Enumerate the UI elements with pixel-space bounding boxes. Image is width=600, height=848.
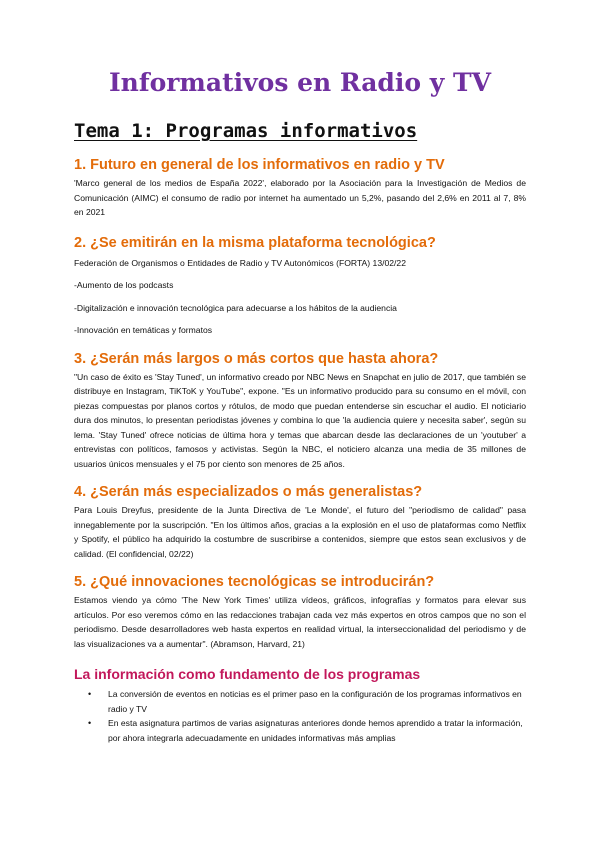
bullet-text: La conversión de eventos en noticias es el primer paso en la configuración de los programas informativos en radio y TV — [108, 689, 522, 714]
list-line: -Digitalización e innovación tecnológica para adecuarse a los hábitos de la audiencia — [74, 302, 397, 313]
bullet-text: En esta asignatura partimos de varias asignaturas anteriores donde hemos aprendido a tratar la información, por ahora integrarla adecuadamente en unidades informativas más amplias — [108, 718, 523, 743]
subsection-heading: La información como fundamento de los programas — [74, 666, 421, 682]
bullet-item — [74, 716, 526, 745]
section-3 — [74, 350, 526, 472]
tema-heading: Tema 1: Programas informativos — [74, 120, 418, 142]
section-1 — [74, 156, 526, 220]
list-line: -Aumento de los podcasts — [74, 280, 174, 290]
section-2 — [74, 234, 526, 338]
section-paragraph: Para Louis Dreyfus, presidente de la Junta Directiva de 'Le Monde', el futuro del "periodismo de calidad" pasa innegablemente por la suscripción. "En los últimos años, gracias a la explosión en el uso de plataformas como Netflix y Spotify, el público ha adquirido la costumbre de suscribirse a contenidos, siempre que estos sean exclusivos y de calidad. (El confidencial, 02/22) — [74, 505, 526, 559]
section-heading: 5. ¿Qué innovaciones tecnológicas se introducirán? — [74, 574, 435, 590]
section-heading: 1. Futuro en general de los informativos en radio y TV — [74, 157, 445, 173]
section-heading: 2. ¿Se emitirán en la misma plataforma tecnológica? — [74, 234, 436, 251]
section-heading: 3. ¿Serán más largos o más cortos que hasta ahora? — [74, 350, 439, 367]
bullet-icon: • — [88, 689, 92, 699]
section-heading: 4. ¿Serán más especializados o más generalistas? — [74, 484, 423, 500]
subsection — [74, 665, 526, 745]
section-5 — [74, 573, 526, 651]
section-paragraph: Federación de Organismos o Entidades de Radio y TV Autonómicos (FORTA) 13/02/22 — [74, 257, 406, 268]
section-paragraph: "Un caso de éxito es 'Stay Tuned', un informativo creado por NBC News en Snapchat en julio de 2017, que también se distribuye en Instagram, TiKToK y YouTube", expone. "Es un informativo producido para su consumo en el móvil, con piezas compuestas por planos cortos y rótulos, de modo que puedan entenderse sin escuchar el audio. El noticiario dura dos minutos, lo presentan periodistas jóvenes y combina lo que 'la audiencia quiere y necesita saber', según su lema. 'Stay Tuned' ofrece noticias de última hora y temas que abarcan desde las declaraciones de un 'youtuber' a entrevistas con políticos, famosos y activistas. Según la NBC, el noticiero alcanza una media de 35 millones de usuarios únicos mensuales y el 75 por ciento son menores de 25 años. — [74, 371, 526, 469]
bullet-list — [74, 687, 526, 745]
section-4 — [74, 483, 526, 561]
document-title: Informativos en Radio y TV — [108, 68, 492, 97]
bullet-item — [74, 687, 526, 716]
bullet-icon: • — [88, 718, 92, 728]
section-paragraph: 'Marco general de los medios de España 2022', elaborado por la Asociación para la Investigación de Medios de Comunicación (AIMC) el consumo de radio por internet ha aumentado un 5,2%, pasando del 2,6% en 2011 al 7, 8% en 2021 — [74, 178, 526, 217]
list-line: -Innovación en temáticas y formatos — [74, 325, 213, 335]
section-paragraph: Estamos viendo ya cómo 'The New York Times' utiliza vídeos, gráficos, infografías y formatos para elevar sus artículos. Por eso veremos cómo en las redacciones trabajan cada vez más expertos en otros campos que no son el periodismo. Desde desarrolladores web hasta expertos en realidad virtual, la interseccionalidad del periodismo y de las visualizaciones va a aumentar". (Abramson, Harvard, 21) — [74, 595, 526, 649]
